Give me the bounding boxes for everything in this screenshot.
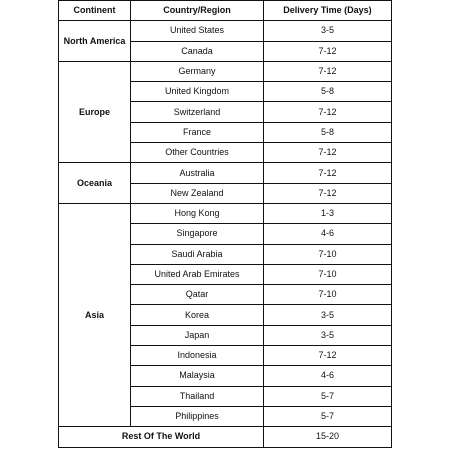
country-cell: Saudi Arabia — [131, 244, 264, 264]
delivery-days-cell: 7-12 — [264, 41, 392, 61]
header-row — [59, 1, 392, 21]
delivery-days-cell: 4-6 — [264, 224, 392, 244]
delivery-days-cell: 7-12 — [264, 102, 392, 122]
country-cell: Australia — [131, 163, 264, 183]
country-cell: Qatar — [131, 285, 264, 305]
delivery-days-cell: 7-12 — [264, 61, 392, 81]
rest-of-world-cell: Rest Of The World — [59, 427, 264, 447]
continent-cell-asia: Asia — [59, 203, 131, 426]
country-cell: Hong Kong — [131, 203, 264, 223]
country-cell: Philippines — [131, 406, 264, 426]
country-cell: Germany — [131, 61, 264, 81]
table-row — [59, 163, 392, 183]
delivery-days-cell: 7-10 — [264, 285, 392, 305]
delivery-days-cell: 7-10 — [264, 264, 392, 284]
table-row — [59, 21, 392, 41]
country-cell: United States — [131, 21, 264, 41]
country-cell: Thailand — [131, 386, 264, 406]
delivery-days-cell: 7-12 — [264, 163, 392, 183]
continent-cell-oceania: Oceania — [59, 163, 131, 204]
table-row — [59, 203, 392, 223]
delivery-time-table — [58, 0, 392, 448]
country-cell: France — [131, 122, 264, 142]
delivery-days-cell: 7-12 — [264, 143, 392, 163]
delivery-days-cell: 7-12 — [264, 346, 392, 366]
table-row — [59, 61, 392, 81]
delivery-days-cell: 3-5 — [264, 325, 392, 345]
delivery-days-cell: 3-5 — [264, 21, 392, 41]
delivery-days-cell: 3-5 — [264, 305, 392, 325]
delivery-days-cell: 5-7 — [264, 386, 392, 406]
header-delivery-time: Delivery Time (Days) — [264, 1, 392, 21]
country-cell: Malaysia — [131, 366, 264, 386]
country-cell: Korea — [131, 305, 264, 325]
delivery-days-cell: 5-8 — [264, 122, 392, 142]
country-cell: Indonesia — [131, 346, 264, 366]
country-cell: United Kingdom — [131, 82, 264, 102]
country-cell: Other Countries — [131, 143, 264, 163]
country-cell: Canada — [131, 41, 264, 61]
country-cell: United Arab Emirates — [131, 264, 264, 284]
delivery-days-cell: 4-6 — [264, 366, 392, 386]
country-cell: New Zealand — [131, 183, 264, 203]
header-continent: Continent — [59, 1, 131, 21]
country-cell: Japan — [131, 325, 264, 345]
continent-cell-north-america: North America — [59, 21, 131, 62]
delivery-days-cell: 7-10 — [264, 244, 392, 264]
delivery-days-cell: 15-20 — [264, 427, 392, 447]
delivery-days-cell: 7-12 — [264, 183, 392, 203]
delivery-days-cell: 1-3 — [264, 203, 392, 223]
header-country-region: Country/Region — [131, 1, 264, 21]
delivery-days-cell: 5-7 — [264, 406, 392, 426]
table-row-rest-of-world — [59, 427, 392, 447]
delivery-days-cell: 5-8 — [264, 82, 392, 102]
country-cell: Singapore — [131, 224, 264, 244]
country-cell: Switzerland — [131, 102, 264, 122]
continent-cell-europe: Europe — [59, 61, 131, 162]
